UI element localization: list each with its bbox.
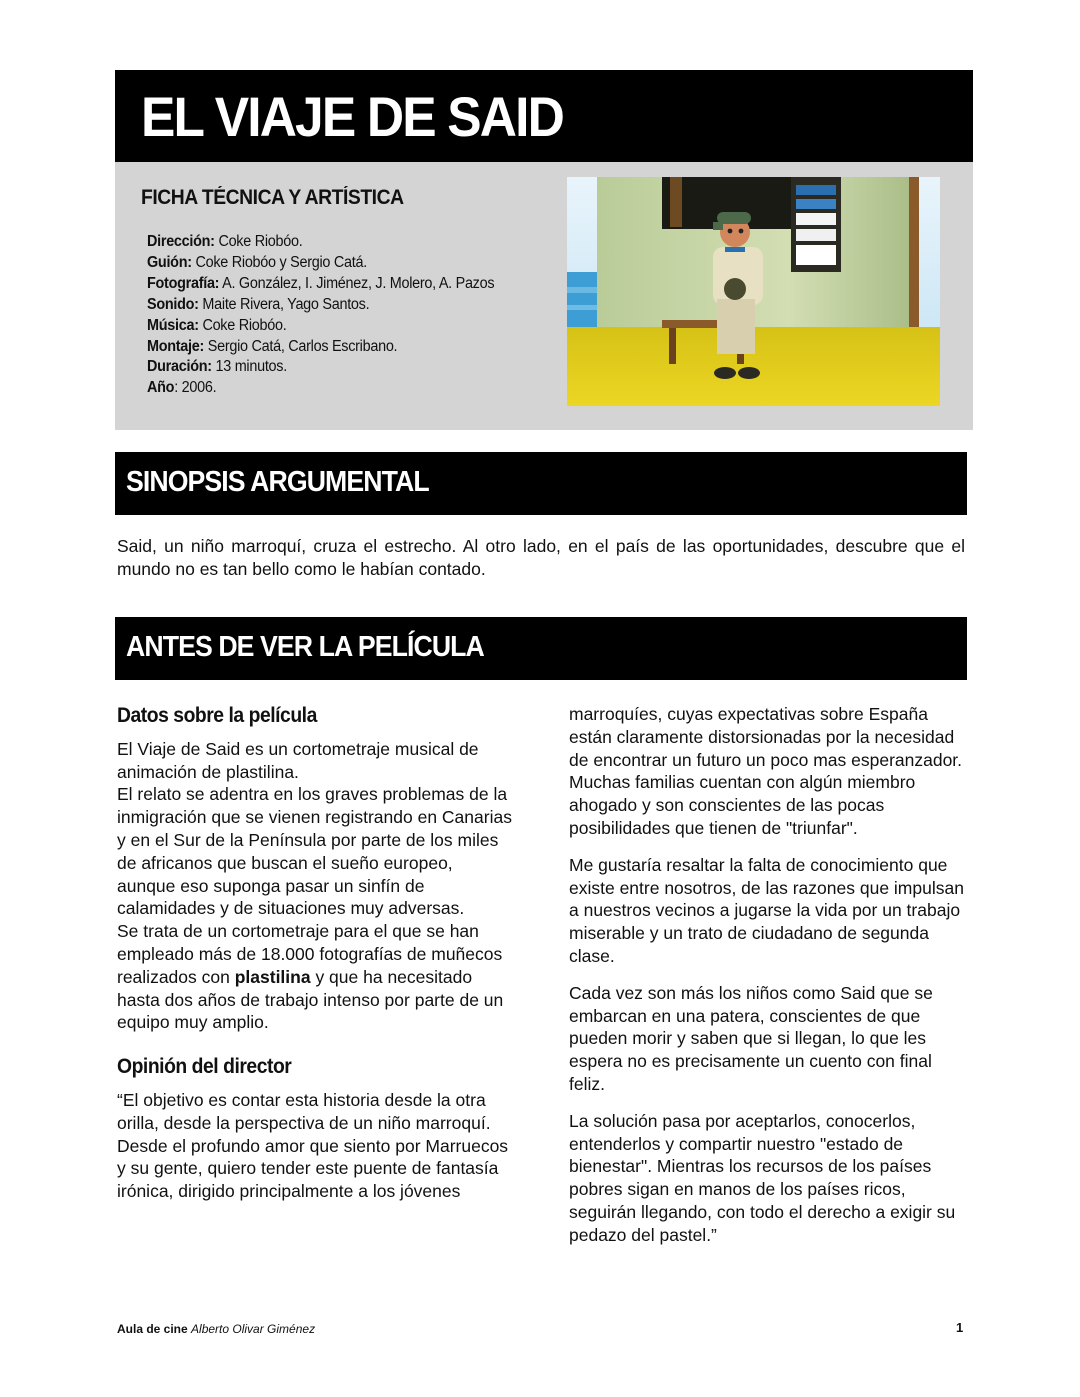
- ficha-item: [147, 337, 494, 358]
- datos-paragraph: [117, 920, 512, 1034]
- ficha-value: A. González, I. Jiménez, J. Molero, A. Pazos: [219, 274, 495, 292]
- ficha-label: Fotografía:: [147, 274, 220, 292]
- ficha-item: [147, 316, 494, 337]
- ficha-label: Guión:: [147, 253, 192, 271]
- ficha-value: Maite Rivera, Yago Santos.: [198, 295, 370, 313]
- footer-label: Aula de cine: [117, 1322, 188, 1336]
- opinion-text: marroquíes, cuyas expectativas sobre España están claramente distorsionadas por la necesidad de encontrar un futuro un poco mas esperanzador.: [569, 704, 963, 770]
- opinion-paragraph: [569, 703, 964, 840]
- page-number: 1: [956, 1320, 964, 1335]
- opinion-paragraph: Me gustaría resaltar la falta de conocimiento que existe entre nosotros, de las razones que impulsan a nuestros vecinos a jugarse la vida por un trabajo miserable y un trato de ciudadano de segunda clase.: [569, 854, 964, 966]
- opinion-paragraph: La solución pasa por aceptarlos, conocerlos, entenderlos y compartir nuestro "estado de bienestar". Mientras los recursos de los países pobres sigan en manos de los países ricos, seguirán llegando, con todo el derecho a exigir su pedazo del pastel.”: [569, 1110, 956, 1245]
- datos-text: y que ha necesitado hasta dos años de trabajo intenso por parte de un equipo muy amplio.: [117, 966, 504, 1033]
- datos-text: Se trata de un cortometraje para el que se han empleado más de 18.000 fotografías de muñecos realizados con: [117, 921, 503, 987]
- ficha-value: : 2006.: [174, 379, 217, 397]
- ficha-item: [147, 253, 494, 274]
- title-bar: [115, 70, 973, 162]
- ficha-label: Sonido:: [147, 295, 199, 313]
- right-column: [569, 703, 964, 1261]
- opinion-paragraph: Cada vez son más los niños como Said que se embarcan en una patera, conscientes de que pueden morir y saben que si llegan, lo que les espera no es precisamente un cuento con final feliz.: [569, 982, 933, 1094]
- film-still-image: [567, 177, 940, 406]
- ficha-value: Coke Riobóo.: [198, 316, 287, 334]
- ficha-label: Dirección:: [147, 233, 215, 250]
- ficha-item: [147, 357, 494, 378]
- left-column: [117, 703, 512, 1203]
- antes-heading: ANTES DE VER LA PELÍCULA: [126, 631, 484, 663]
- ficha-label: Montaje:: [147, 337, 205, 355]
- ficha-item: [147, 378, 494, 399]
- opinion-heading: Opinión del director: [117, 1055, 292, 1079]
- antes-bar: [115, 617, 967, 680]
- sinopsis-text: Said, un niño marroquí, cruza el estrecho. Al otro lado, en el país de las oportunidades, descubre que el mundo no es tan bello como le habían contado.: [117, 536, 965, 579]
- footer: [117, 1322, 315, 1336]
- ficha-label: Año: [147, 379, 175, 397]
- datos-bold-text: plastilina: [234, 966, 311, 987]
- footer-author: Alberto Olivar Giménez: [191, 1322, 316, 1336]
- ficha-list: [147, 232, 520, 399]
- ficha-heading: FICHA TÉCNICA Y ARTÍSTICA: [141, 186, 404, 209]
- opinion-text: Muchas familias cuentan con algún miembro ahogado y son conscientes de las pocas posibilidades que tienen de "triunfar".: [569, 772, 916, 838]
- page-title: EL VIAJE DE SAID: [141, 85, 563, 148]
- ficha-item: [147, 295, 494, 316]
- datos-paragraph: El Viaje de Said es un cortometraje musical de animación de plastilina.: [117, 738, 479, 782]
- opinion-paragraph: “El objetivo es contar esta historia desde la otra orilla, desde la perspectiva de un niño marroquí. Desde el profundo amor que siento por Marruecos y su gente, quiero tender este puente de fantasía irónica, dirigido principalmente a los jóvenes: [117, 1089, 509, 1202]
- ficha-value: Coke Riobóo y Sergio Catá.: [191, 253, 367, 271]
- sinopsis-heading: SINOPSIS ARGUMENTAL: [126, 466, 429, 498]
- ficha-value: 13 minutos.: [211, 358, 287, 376]
- ficha-value: Coke Riobóo.: [214, 233, 303, 250]
- ficha-item: [147, 274, 494, 295]
- ficha-label: Música:: [147, 316, 199, 334]
- ficha-value: Sergio Catá, Carlos Escribano.: [204, 337, 398, 355]
- datos-heading: Datos sobre la película: [117, 704, 317, 727]
- ficha-item: [147, 232, 494, 253]
- ficha-label: Duración:: [147, 358, 212, 376]
- datos-paragraph: El relato se adentra en los graves problemas de la inmigración que se vienen registrando en Canarias y en el Sur de la Península por parte de los miles de africanos que buscan el sueño europeo, aunque eso suponga pasar un sinfín de calamidades y de situaciones muy adversas.: [117, 784, 512, 919]
- sinopsis-bar: [115, 452, 967, 515]
